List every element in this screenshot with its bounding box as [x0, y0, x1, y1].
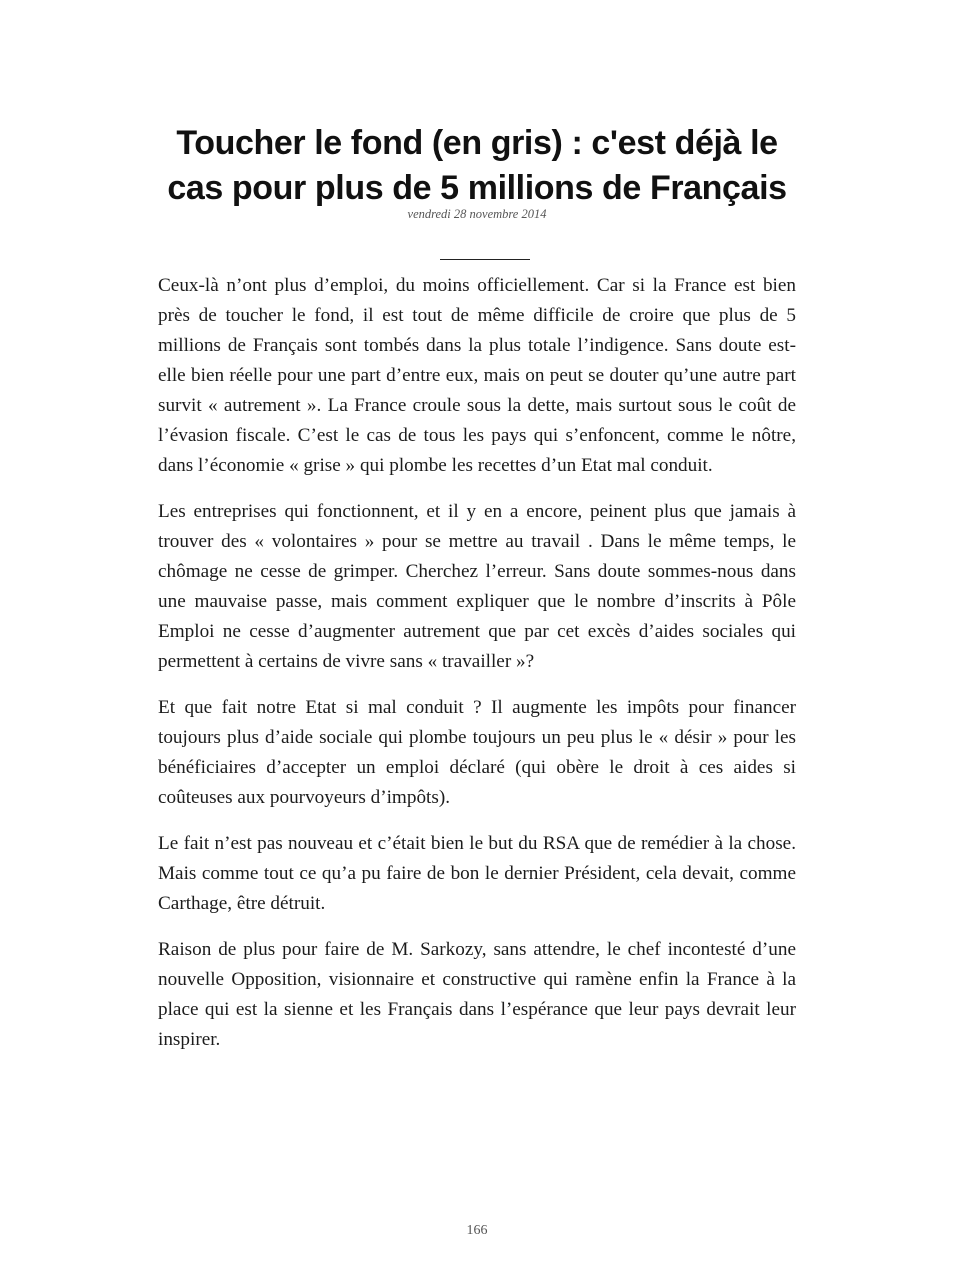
page-number: 166 [466, 1223, 488, 1238]
paragraph-5: Raison de plus pour faire de M. Sarkozy, sans attendre, le chef incontesté d’une nouvelle Opposition, visionnaire et constructive qui ramène enfin la France à la place qui est la sienne et les Français dans l’espérance que leur pays devrait leur inspirer. [158, 939, 796, 1050]
paragraph-4: Le fait n’est pas nouveau et c’était bien le but du RSA que de remédier à la chose. Mais comme tout ce qu’a pu faire de bon le dernier Président, cela devait, comme Carthage, être détruit. [158, 833, 796, 914]
article-title [120, 121, 834, 211]
article-body [158, 271, 796, 1071]
paragraph-3: Et que fait notre Etat si mal conduit ? Il augmente les impôts pour financer toujours plus d’aide sociale qui plombe toujours un peu plus le « désir » pour les bénéficiaires d’accepter un emploi déclaré (qui obère le droit à ces aides si coûteuses aux pourvoyeurs d’impôts). [158, 697, 796, 808]
article-title-line-2: cas pour plus de 5 millions de Français [167, 169, 787, 207]
paragraph-1: Ceux-là n’ont plus d’emploi, du moins officiellement. Car si la France est bien près de toucher le fond, il est tout de même difficile de croire que plus de 5 millions de Français sont tombés dans la plus totale l’indigence. Sans doute est-elle bien réelle pour une part d’entre eux, mais on peut se douter qu’une autre part survit « autrement ». La France croule sous la dette, mais surtout sous le coût de l’évasion fiscale. C’est le cas de tous les pays qui s’enfoncent, comme le nôtre, dans l’économie « grise » qui plombe les recettes d’un Etat mal conduit. [158, 275, 796, 476]
article-date: vendredi 28 novembre 2014 [407, 207, 547, 221]
paragraph-2: Les entreprises qui fonctionnent, et il y en a encore, peinent plus que jamais à trouver des « volontaires » pour se mettre au travail . Dans le même temps, le chômage ne cesse de grimper. Cherchez l’erreur. Sans doute sommes-nous dans une mauvaise passe, mais comment expliquer que le nombre d’inscrits à Pôle Emploi ne cesse d’augmenter autrement que par cet excès d’aides sociales qui permettent à certains de vivre sans « travailler »? [158, 501, 796, 672]
title-separator [440, 259, 530, 260]
article-title-line-1: Toucher le fond (en gris) : c'est déjà le [176, 124, 778, 162]
